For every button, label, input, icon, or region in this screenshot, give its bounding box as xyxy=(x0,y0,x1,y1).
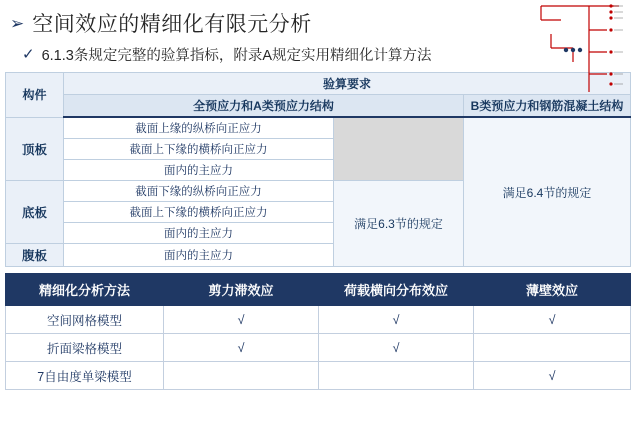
cell-check: √ xyxy=(164,306,319,334)
cell-check xyxy=(164,362,319,390)
col-header-component: 构件 xyxy=(6,73,64,118)
col-header-group-b: B类预应力和钢筋混凝土结构 xyxy=(464,95,631,118)
cell-method-name: 折面梁格模型 xyxy=(6,334,164,362)
cell-check: √ xyxy=(164,334,319,362)
refined-analysis-methods-table xyxy=(5,273,631,390)
row-header-bottom-slab: 底板 xyxy=(6,181,64,244)
cell-check xyxy=(474,334,631,362)
cell-item: 截面上缘的纵桥向正应力 xyxy=(64,117,334,139)
col-header-method: 精细化分析方法 xyxy=(6,274,164,306)
cell-check: √ xyxy=(474,306,631,334)
cell-grey-block xyxy=(334,117,464,181)
cell-item: 截面上下缘的横桥向正应力 xyxy=(64,139,334,160)
cell-method-name: 7自由度单梁模型 xyxy=(6,362,164,390)
cell-check xyxy=(319,362,474,390)
page-subtitle-text: 6.1.3条规定完整的验算指标，附录A规定实用精细化计算方法 xyxy=(41,47,432,64)
cell-merge-b: 满足6.4节的规定 xyxy=(464,117,631,267)
check-bullet-icon: ✓ xyxy=(22,45,35,63)
col-header-transverse-distribution: 荷载横向分布效应 xyxy=(319,274,474,306)
cell-item: 截面上下缘的横桥向正应力 xyxy=(64,202,334,223)
table-row xyxy=(6,95,631,118)
verification-requirements-table xyxy=(5,72,631,267)
bridge-section-sketch xyxy=(511,0,631,96)
cell-check: √ xyxy=(319,306,474,334)
table-row xyxy=(6,334,631,362)
cell-check: √ xyxy=(474,362,631,390)
cell-item: 面内的主应力 xyxy=(64,160,334,181)
row-header-top-slab: 顶板 xyxy=(6,117,64,181)
table-row xyxy=(6,362,631,390)
table-header-row xyxy=(6,274,631,306)
cell-method-name: 空间网格模型 xyxy=(6,306,164,334)
table-row xyxy=(6,117,631,139)
cell-item: 面内的主应力 xyxy=(64,244,334,267)
col-header-group-a: 全预应力和A类预应力结构 xyxy=(64,95,464,118)
page-title-text: 空间效应的精细化有限元分析 xyxy=(32,13,312,36)
cell-merge-a: 满足6.3节的规定 xyxy=(334,181,464,267)
cell-check: √ xyxy=(319,334,474,362)
col-header-shear-lag: 剪力滞效应 xyxy=(164,274,319,306)
table-row xyxy=(6,306,631,334)
col-header-thin-wall: 薄壁效应 xyxy=(474,274,631,306)
arrow-bullet-icon: ➢ xyxy=(10,13,25,33)
col-header-verification: 验算要求 xyxy=(64,73,631,95)
cell-item: 截面下缘的纵桥向正应力 xyxy=(64,181,334,202)
row-header-web: 腹板 xyxy=(6,244,64,267)
cell-item: 面内的主应力 xyxy=(64,223,334,244)
